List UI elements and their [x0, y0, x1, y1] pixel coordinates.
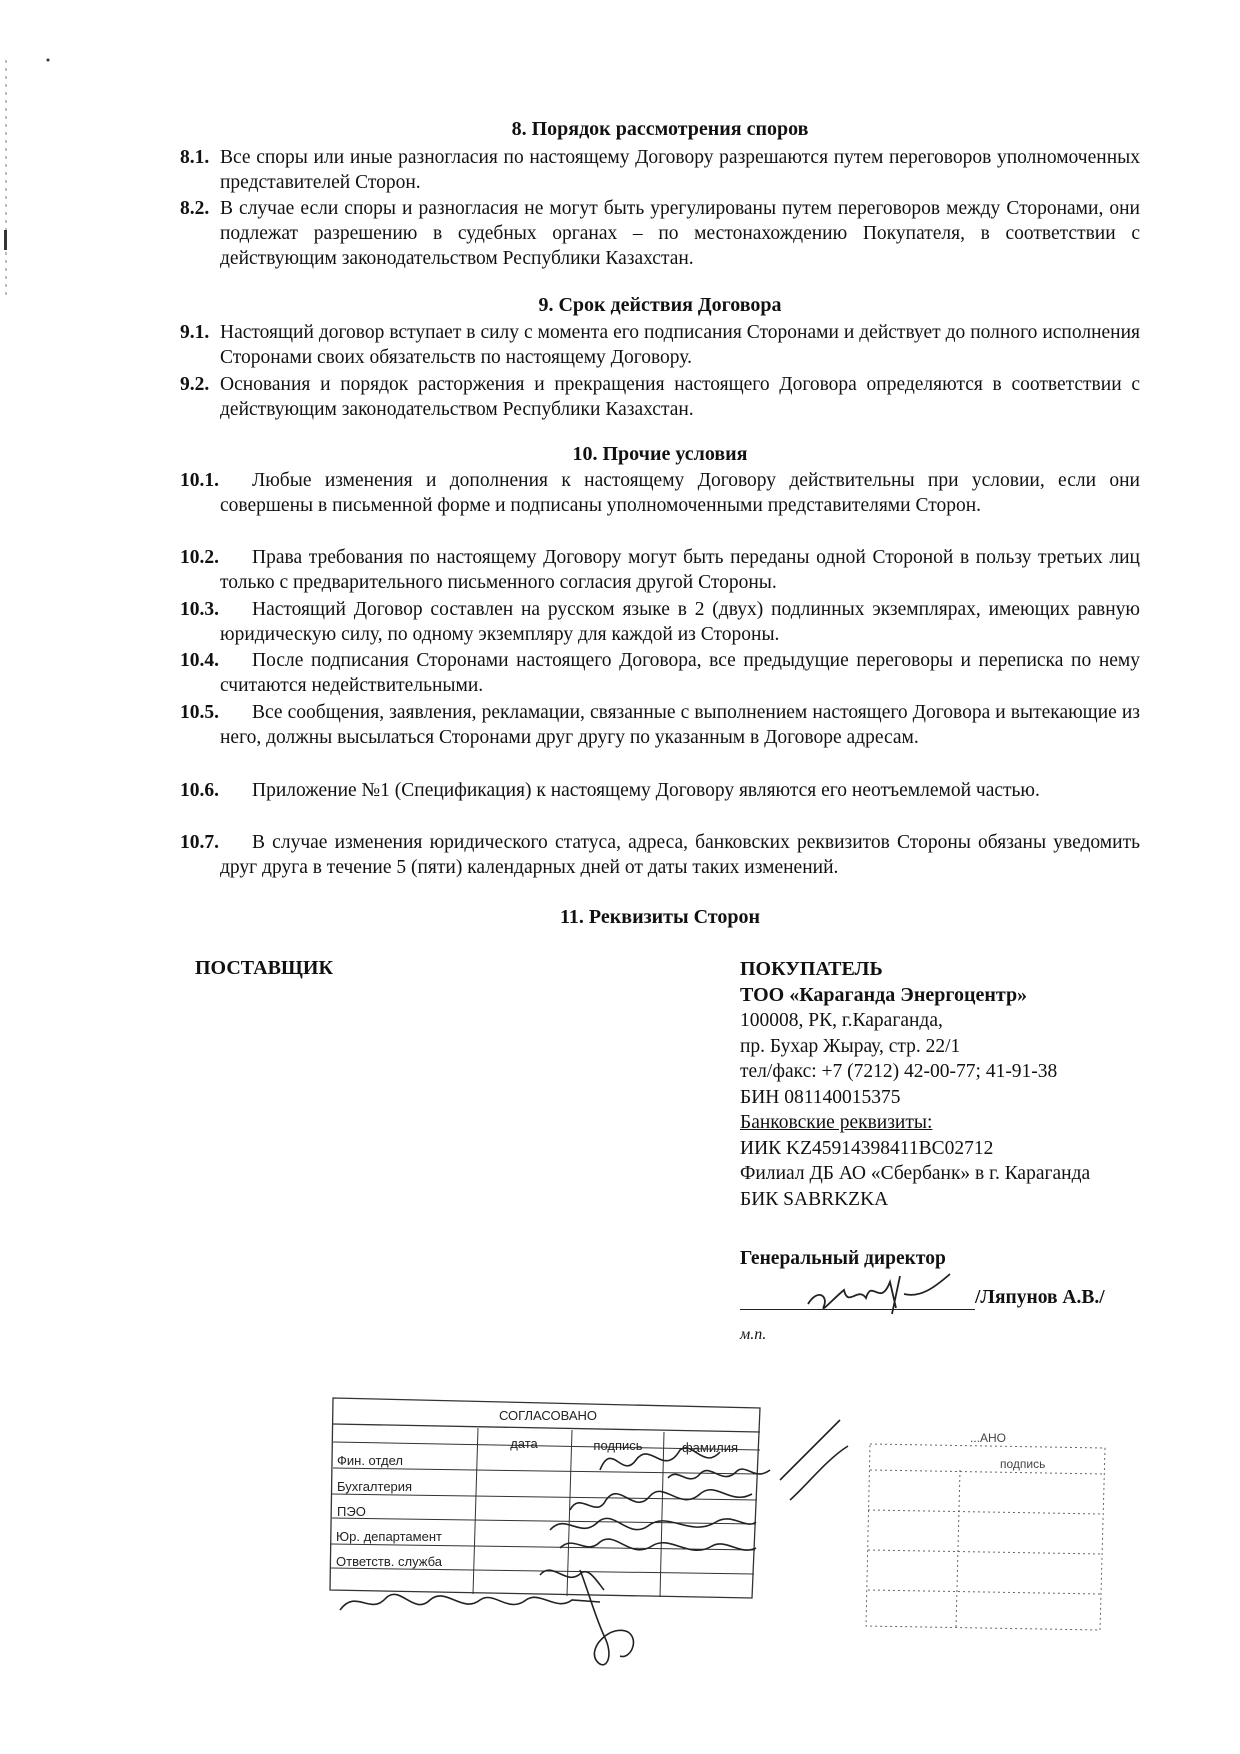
buyer-bank: Филиал ДБ АО «Сбербанк» в г. Караганда	[740, 1163, 1091, 1184]
stamp-col-signature: подпись	[593, 1438, 643, 1453]
clause-number: 8.2.	[180, 198, 210, 219]
buyer-address-line1: 100008, РК, г.Караганда,	[740, 1010, 943, 1031]
buyer-details	[740, 957, 1160, 1212]
seal-place-label: м.п.	[740, 1326, 767, 1343]
buyer-address-line2: пр. Бухар Жырау, стр. 22/1	[740, 1035, 961, 1057]
stamp-row-responsible: Ответств. служба	[336, 1554, 442, 1569]
clause-10-6	[180, 778, 1140, 803]
clause-text: Настоящий договор вступает в силу с момента его подписания Сторонами и действует до полного исполнения Сторонами своих обязательств по настоящему Договору.	[220, 322, 1140, 368]
clause-10-2	[180, 545, 1140, 595]
clause-10-3	[180, 597, 1140, 647]
clause-number: 10.1.	[180, 470, 219, 491]
section-8-title: 8. Порядок рассмотрения споров	[511, 118, 809, 140]
clause-9-1	[180, 320, 1140, 370]
clause-text: Любые изменения и дополнения к настоящему Договору действительны при условии, если они совершены в письменной форме и подписаны уполномоченными представителями Сторон.	[220, 470, 1140, 516]
stamp-col-surname: фамилия	[681, 1440, 739, 1455]
stamp-row-legal: Юр. департамент	[336, 1529, 442, 1544]
stamp-col-date: дата	[510, 1436, 538, 1451]
clause-text: Настоящий Договор составлен на русском языке в 2 (двух) подлинных экземплярах, имеющих равную юридическую силу, по одному экземпляру для каждой из Стороны.	[220, 599, 1140, 645]
clause-number: 8.1.	[180, 147, 210, 168]
clause-9-2	[180, 372, 1140, 422]
clause-number: 10.2.	[180, 547, 219, 568]
clause-text: Все сообщения, заявления, рекламации, связанные с выполнением настоящего Договора и вытекающие из него, должны высылаться Сторонами друг другу по указанным в Договоре адресам.	[220, 702, 1140, 748]
clause-number: 10.4.	[180, 650, 219, 671]
bank-details-heading: Банковские реквизиты:	[740, 1112, 933, 1133]
clause-number: 10.5.	[180, 702, 219, 723]
clause-number: 10.7.	[180, 832, 219, 853]
scan-margin-marks	[0, 0, 60, 320]
buyer-bin: БИН 081140015375	[740, 1086, 901, 1108]
clause-text: В случае изменения юридического статуса, адреса, банковских реквизитов Стороны обязаны уведомить друг друга в течение 5 (пяти) календарных дней от даты таких изменений.	[220, 832, 1140, 878]
director-name: /Ляпунов А.В./	[975, 1287, 1105, 1308]
director-position: Генеральный директор	[740, 1248, 946, 1269]
buyer-label: ПОКУПАТЕЛЬ	[740, 958, 883, 980]
clause-10-7	[180, 830, 1140, 880]
right-stamp-column: подпись	[1000, 1457, 1046, 1471]
right-stamp-title: ...АНО	[970, 1431, 1007, 1445]
director-signature	[800, 1268, 960, 1318]
clause-10-4	[180, 648, 1140, 698]
section-11-title: 11. Реквизиты Сторон	[560, 906, 760, 928]
buyer-company: ТОО «Караганда Энергоцентр»	[740, 983, 1028, 1006]
clause-number: 10.3.	[180, 599, 219, 620]
clause-text: Права требования по настоящему Договору могут быть переданы одной Стороной в пользу третьих лиц только с предварительного письменного согласия другой Стороны.	[220, 547, 1140, 593]
clause-text: Основания и порядок расторжения и прекращения настоящего Договора определяются в соответствии с действующим законодательством Республики Казахстан.	[220, 374, 1140, 420]
clause-number: 9.1.	[180, 322, 210, 343]
stamp-title: СОГЛАСОВАНО	[498, 1408, 598, 1423]
clause-text: Приложение №1 (Спецификация) к настоящему Договору являются его неотъемлемой частью.	[252, 780, 1040, 801]
buyer-iik: ИИК KZ45914398411BC02712	[740, 1137, 994, 1159]
clause-text: В случае если споры и разногласия не могут быть урегулированы путем переговоров между Сторонами, они подлежат разрешению в судебных органах – по местонахождению Покупателя, в соответствии с действующим законодательством Республики Казахстан.	[220, 198, 1140, 269]
section-9-title: 9. Срок действия Договора	[538, 294, 782, 316]
clause-10-5	[180, 700, 1140, 750]
stamp-row-accounting: Бухгалтерия	[337, 1479, 413, 1494]
clause-8-1	[180, 145, 1140, 195]
stamp-row-peo: ПЭО	[337, 1504, 366, 1519]
section-10-title: 10. Прочие условия	[572, 443, 748, 465]
stamp-row-finance: Фин. отдел	[337, 1453, 403, 1468]
clause-text: После подписания Сторонами настоящего Договора, все предыдущие переговоры и переписка по нему считаются недействительными.	[220, 650, 1140, 696]
clause-text: Все споры или иные разногласия по настоящему Договору разрешаются путем переговоров уполномоченных представителей Сторон.	[220, 147, 1140, 193]
clause-number: 9.2.	[180, 374, 210, 395]
buyer-bik: БИК SABRKZKA	[740, 1188, 889, 1210]
clause-10-1	[180, 468, 1140, 518]
supplier-label: ПОСТАВЩИК	[195, 957, 333, 979]
clause-number: 10.6.	[180, 780, 219, 801]
clause-8-2	[180, 196, 1140, 271]
buyer-phone: тел/факс: +7 (7212) 42-00-77; 41-91-38	[740, 1061, 1058, 1082]
